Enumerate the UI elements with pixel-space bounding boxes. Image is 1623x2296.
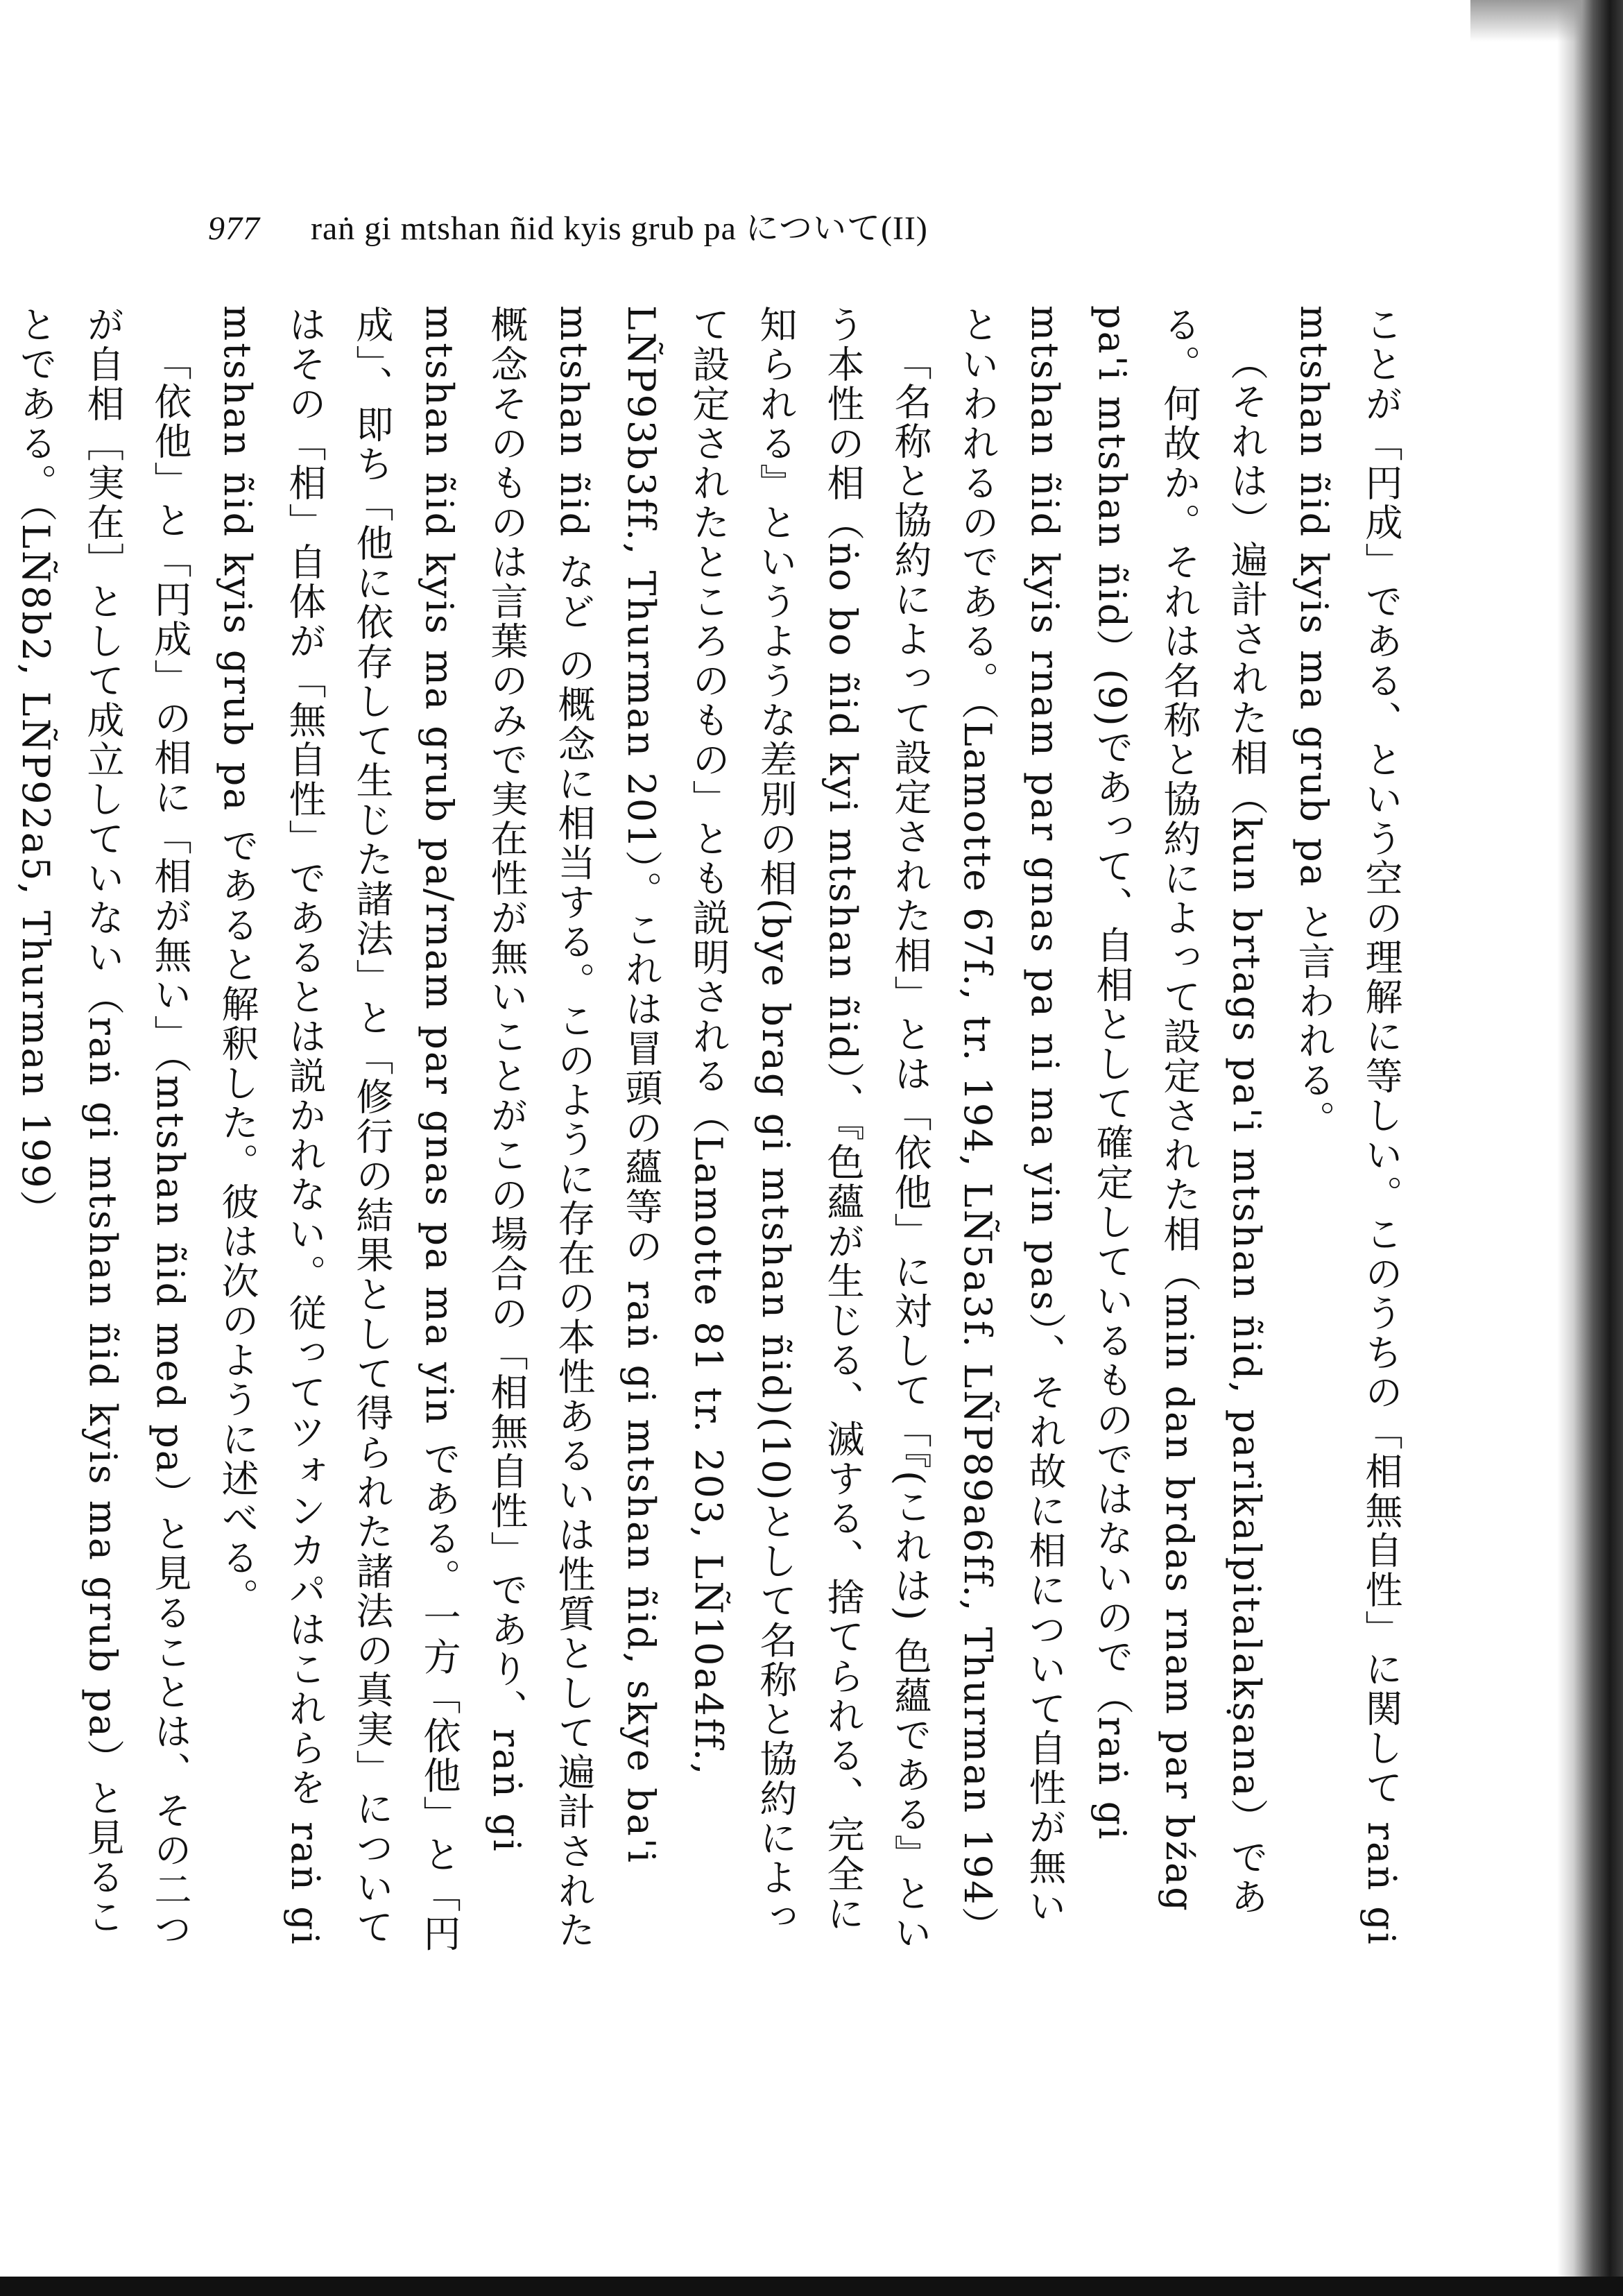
paragraph-3: 「名称と協約によって設定された相」とは「依他」に対して「『(これは) 色蘊である』という本性の相（ṅo bo ñid kyi mtshan ñid）、『色蘊が生じる、滅する、捨てられる、完全に知られる』というような差別の相(bye brag gi mtshan ñid)(10)として名称と協約によって設定されたところのもの」とも説明される（Lamotte 81 tr. 203, LÑ10a4ff., LÑP93b3ff., Thurman 201）。これは冒頭の蘊等の raṅ gi mtshan ñid, skye ba'i mtshan ñid など の概念に相当する。このように存在の本性あるいは性質として遍計された概念そのものは言葉のみで実在性が無いことがこの場合の「相無自性」であり、raṅ gi mtshan ñid kyis ma grub pa/rnam par gnas pa ma yin である。一方「依他」と「円成」、即ち「他に依存して生じた諸法」と「修行の結果として得られた諸法の真実」についてはその「相」自体が「無自性」であるとは説かれない。従ってツォンカパはこれらを raṅ gi mtshan ñid kyis grub pa であると解釈した。彼は次のように述べる。 xyxy=(216,305,932,1954)
body-text xyxy=(14,305,1415,1956)
paragraph-1: ことが「円成」である、という空の理解に等しい。このうちの「相無自性」に関して raṅ gi mtshan ñid kyis ma grub pa と言われる。 xyxy=(1292,305,1403,1946)
paragraph-4: 「依他」と「円成」の相に「相が無い」（mtshan ñid med pa）と見ることは、その二つが自相［実在］として成立していない（raṅ gi mtshan ñid kyis ma grub pa）と見ることである。（LÑ8b2, LÑP92a5, Thurman 199） xyxy=(14,305,192,1949)
paragraph-2: （それは）遍計された相（kun brtags pa'i mtshan ñid, parikalpitalakṣana）である。何故か。それは名称と協約によって設定された相（min dan brdas rnam par bźag pa'i mtshan ñid）(9)であって、自相として確定しているものではないので（raṅ gi mtshan ñid kyis rnam par gnas pa ni ma yin pas）、それ故に相について自性が無いといわれるのである。（Lamotte 67f., tr. 194, LÑ5a3f. LÑP89a6ff., Thurman 194） xyxy=(956,305,1269,1946)
page-number: 977 xyxy=(208,210,260,247)
running-header xyxy=(208,201,928,249)
scan-bottom-edge xyxy=(0,2277,1623,2296)
scan-shadow xyxy=(1470,0,1581,42)
running-title: raṅ gi mtshan ñid kyis grub pa について(II) xyxy=(311,210,928,247)
scan-page-edge xyxy=(1557,0,1623,2296)
